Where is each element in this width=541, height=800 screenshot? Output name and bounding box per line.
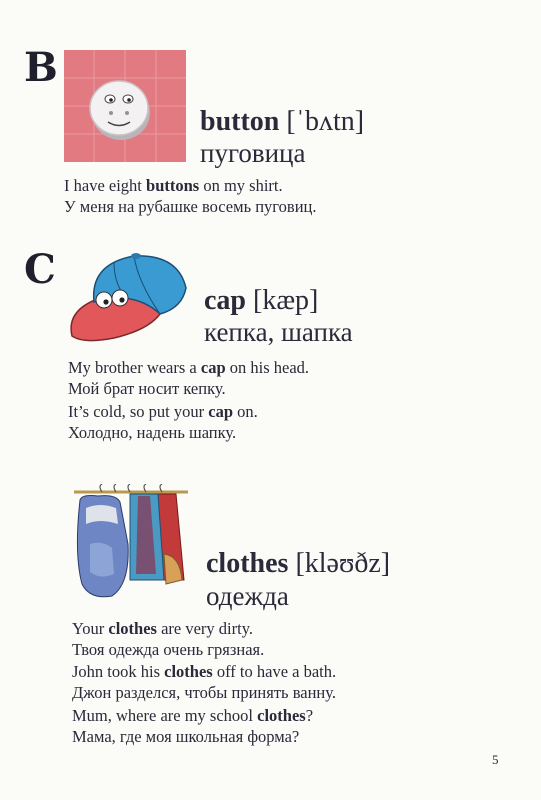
headword-button bbox=[200, 108, 364, 136]
example-cap-en-2: It’s cold, so put your cap on. bbox=[68, 402, 258, 421]
example-clothes-en-2: John took his clothes off to have a bath. bbox=[72, 662, 337, 681]
word-button: button bbox=[200, 106, 280, 137]
example-clothes-en-1: Your clothes are very dirty. bbox=[72, 619, 254, 638]
example-clothes-ru-1: Твоя одежда очень грязная. bbox=[72, 640, 265, 659]
example-clothes-ru-2: Джон разделся, чтобы принять ванну. bbox=[72, 683, 336, 702]
transcription-cap: [kæp] bbox=[253, 285, 319, 316]
letter-heading-b: B bbox=[24, 44, 58, 91]
letter-heading-c: C bbox=[24, 246, 56, 293]
translation-cap: кепка, шапка bbox=[204, 317, 353, 347]
headword-clothes bbox=[206, 550, 390, 578]
example-clothes-ru-3: Мама, где моя школьная форма? bbox=[72, 727, 300, 746]
example-cap-en-1: My brother wears a cap on his head. bbox=[68, 358, 310, 377]
example-clothes-en-3: Mum, where are my school clothes? bbox=[72, 706, 314, 725]
headword-cap bbox=[204, 287, 318, 315]
page-number: 5 bbox=[492, 752, 499, 767]
translation-clothes: одежда bbox=[206, 581, 289, 611]
example-button-ru-1: У меня на рубашке восемь пуговиц. bbox=[64, 197, 317, 216]
example-button-en-1: I have eight buttons on my shirt. bbox=[64, 176, 283, 195]
clothes-illustration bbox=[72, 484, 194, 606]
transcription-clothes: [kləʊðz] bbox=[295, 548, 391, 579]
example-cap-ru-1: Мой брат носит кепку. bbox=[68, 379, 226, 398]
translation-button: пуговица bbox=[200, 138, 306, 168]
word-clothes: clothes bbox=[206, 548, 289, 579]
button-illustration bbox=[64, 50, 186, 162]
example-cap-ru-2: Холодно, надень шапку. bbox=[68, 423, 237, 442]
transcription-button: [ˈbʌtn] bbox=[286, 106, 365, 137]
cap-illustration bbox=[64, 250, 192, 346]
word-cap: cap bbox=[204, 285, 246, 316]
